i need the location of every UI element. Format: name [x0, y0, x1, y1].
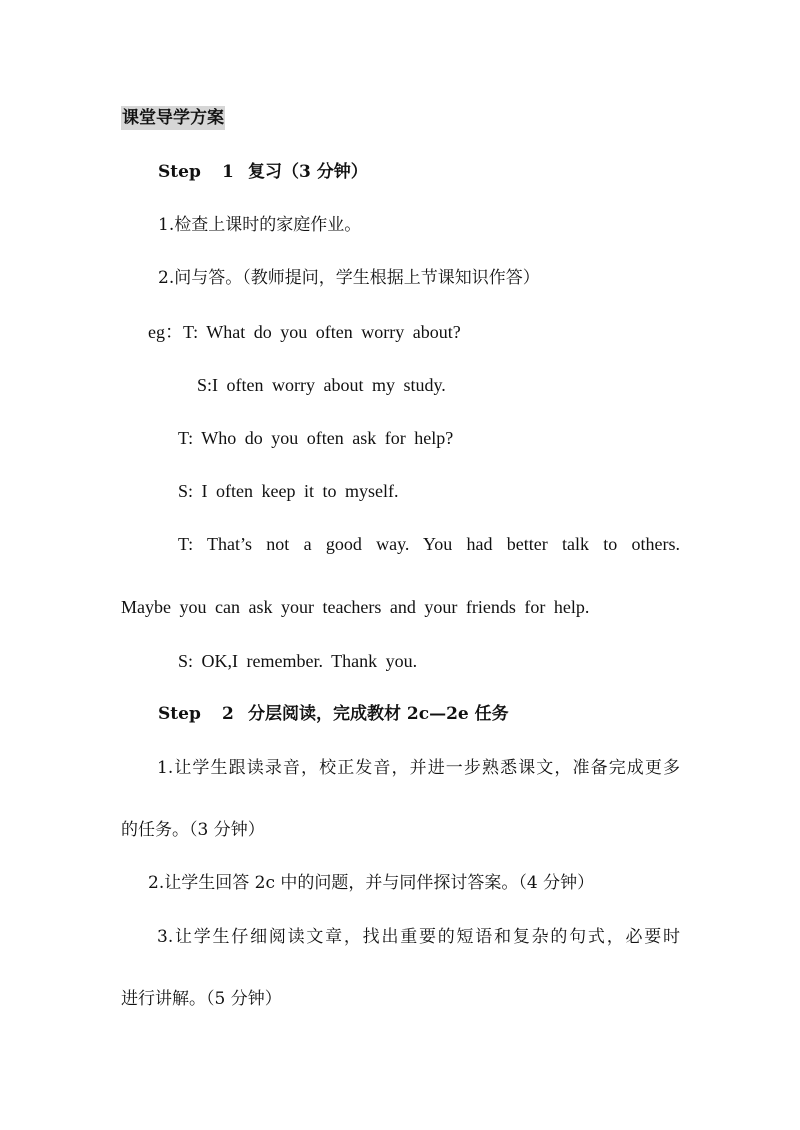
dialogue-line-1: eg：T: What do you often worry about?: [148, 322, 461, 342]
step2-number: 2: [222, 704, 234, 724]
dialogue-line-7: S: OK,I remember. Thank you.: [178, 651, 418, 671]
step1-label: 复习（3 分钟）: [248, 162, 368, 182]
dialogue-line-4: S: I often keep it to myself.: [178, 481, 399, 501]
step1-word: Step: [158, 162, 201, 182]
dialogue-line-3: T: Who do you often ask for help?: [178, 428, 454, 448]
step2-item-1-line-2: 的任务。（3 分钟）: [121, 820, 265, 840]
dialogue-line-2: S:I often worry about my study.: [197, 375, 446, 395]
step2-item-3-line-1: 3.让学生仔细阅读文章，找出重要的短语和复杂的句式，必要时: [157, 927, 680, 947]
step2-item-1-line-1: 1.让学生跟读录音，校正发音，并进一步熟悉课文，准备完成更多: [157, 758, 680, 778]
step2-heading: [158, 702, 509, 726]
step2-word: Step: [158, 704, 201, 724]
dialogue-line-5: T: That’s not a good way. You had better talk to others.: [178, 534, 680, 554]
step1-number: 1: [222, 162, 234, 182]
step1-item-1: 1.检查上课时的家庭作业。: [158, 215, 362, 235]
step2-label: 分层阅读，完成教材 2c—2e 任务: [248, 704, 509, 724]
step1-heading: [158, 160, 368, 184]
step2-item-2: 2.让学生回答 2c 中的问题，并与同伴探讨答案。（4 分钟）: [148, 873, 595, 893]
step1-item-2: 2.问与答。（教师提问，学生根据上节课知识作答）: [158, 268, 540, 288]
dialogue-line-6: Maybe you can ask your teachers and your friends for help.: [121, 597, 590, 617]
step2-item-3-line-2: 进行讲解。（5 分钟）: [121, 989, 282, 1009]
document-title: 课堂导学方案: [122, 108, 224, 128]
